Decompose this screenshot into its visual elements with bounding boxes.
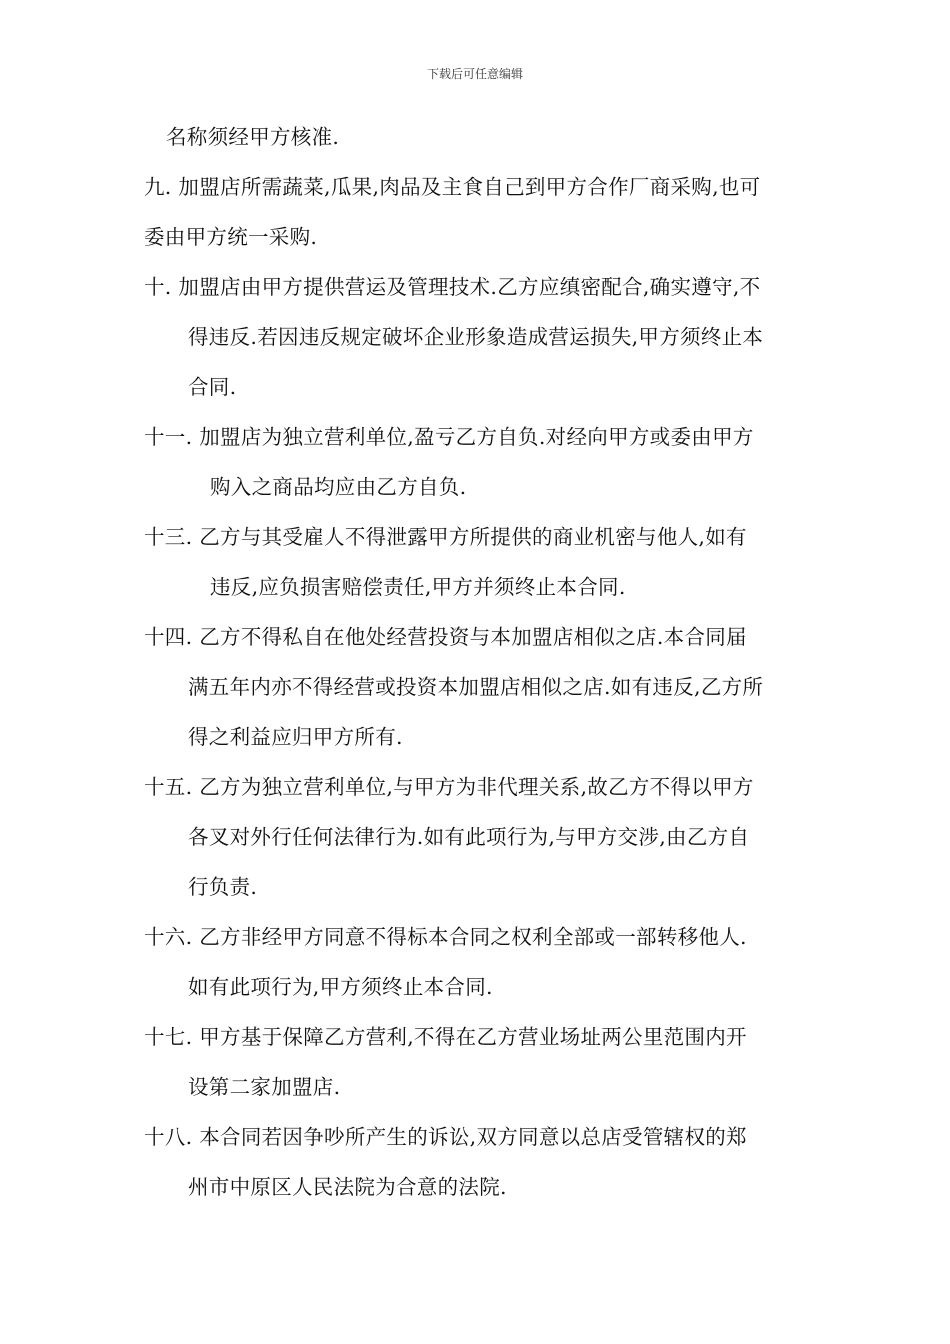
text-line: 行负责. [188, 875, 258, 899]
text-line: 得之利益应归甲方所有. [188, 725, 403, 749]
text-line: 委由甲方统一采购. [144, 225, 318, 249]
text-line: 十三. 乙方与其受雇人不得泄露甲方所提供的商业机密与他人,如有 [144, 525, 747, 549]
text-line: 名称须经甲方核准. [166, 125, 340, 149]
text-line: 购入之商品均应由乙方自负. [210, 475, 467, 499]
text-line: 满五年内亦不得经营或投资本加盟店相似之店.如有违反,乙方所 [188, 675, 764, 699]
text-line: 九. 加盟店所需蔬菜,瓜果,肉品及主食自己到甲方合作厂商采购,也可 [144, 175, 761, 199]
text-line: 十七. 甲方基于保障乙方营利,不得在乙方营业场址两公里范围内开 [144, 1025, 747, 1049]
text-line: 得违反.若因违反规定破坏企业形象造成营运损失,甲方须终止本 [188, 325, 764, 349]
text-line: 十一. 加盟店为独立营利单位,盈亏乙方自负.对经向甲方或委由甲方 [144, 425, 754, 449]
text-line: 如有此项行为,甲方须终止本合同. [188, 975, 493, 999]
text-line: 违反,应负损害赔偿责任,甲方并须终止本合同. [210, 575, 626, 599]
text-line: 十八. 本合同若因争吵所产生的诉讼,双方同意以总店受管辖权的郑 [144, 1125, 747, 1149]
text-line: 十. 加盟店由甲方提供营运及管理技术.乙方应缜密配合,确实遵守,不 [144, 275, 761, 299]
text-line: 合同. [188, 375, 237, 399]
text-line: 各叉对外行任何法律行为.如有此项行为,与甲方交涉,由乙方自 [188, 825, 750, 849]
text-line: 州市中原区人民法院为合意的法院. [188, 1175, 507, 1199]
text-line: 十五. 乙方为独立营利单位,与甲方为非代理关系,故乙方不得以甲方 [144, 775, 754, 799]
page-header: 下载后可任意编辑 [426, 67, 523, 81]
text-line: 十六. 乙方非经甲方同意不得标本合同之权利全部或一部转移他人. [144, 925, 747, 949]
text-line: 设第二家加盟店. [188, 1075, 341, 1099]
text-line: 十四. 乙方不得私自在他处经营投资与本加盟店相似之店.本合同届 [144, 625, 747, 649]
